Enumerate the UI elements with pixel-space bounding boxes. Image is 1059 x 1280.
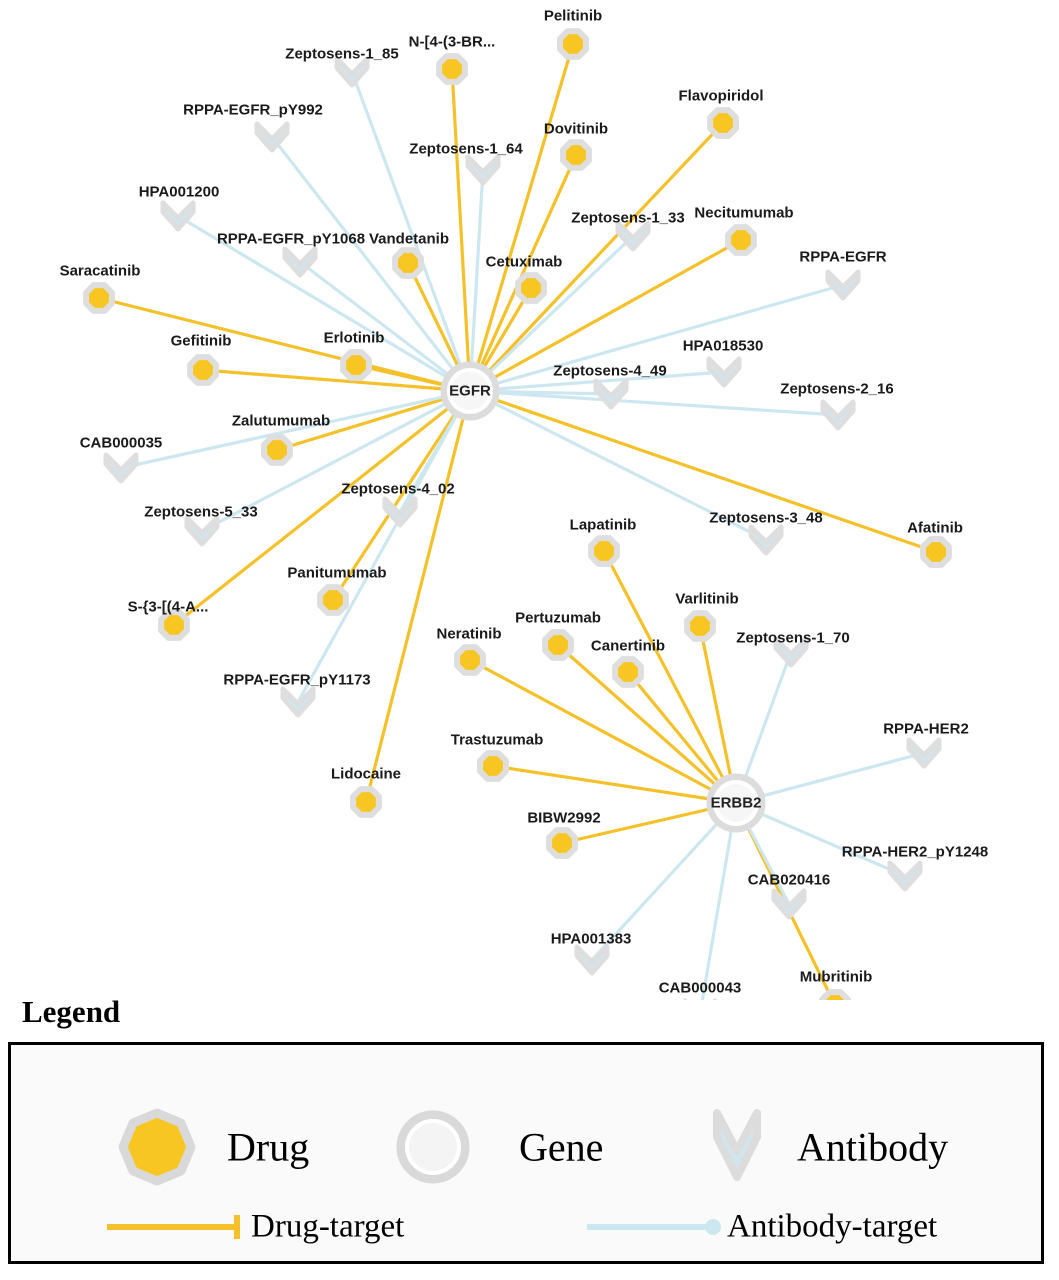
antibody-node[interactable]: [337, 59, 367, 85]
legend-drug-target-edge: [107, 1215, 239, 1239]
antibody-node-label: RPPA-EGFR_pY1173: [223, 671, 371, 689]
antibody-node[interactable]: [890, 863, 920, 889]
antibody-node-label: CAB000035: [79, 434, 163, 452]
drug-node[interactable]: [923, 539, 949, 565]
drug-node-label: Lapatinib: [569, 516, 637, 534]
legend-gene-icon: [401, 1115, 465, 1179]
legend-label-antibody: Antibody: [797, 1124, 949, 1170]
drug-node-label: N-[4-(3-BR...: [408, 33, 496, 51]
drug-node[interactable]: [395, 250, 421, 276]
antibody-node[interactable]: [776, 639, 806, 665]
legend-box: [8, 1042, 1044, 1264]
drug-node-label: Necitumumab: [694, 204, 794, 222]
antibody-node[interactable]: [909, 740, 939, 766]
drug-node-label: S-{3-[(4-A...: [127, 598, 209, 616]
drug-node[interactable]: [687, 613, 713, 639]
drug-node[interactable]: [86, 285, 112, 311]
drug-target-edge: [470, 120, 723, 391]
drug-node-label: Vandetanib: [368, 230, 450, 248]
antibody-node-label: CAB000043: [658, 979, 742, 997]
drug-node[interactable]: [710, 110, 736, 136]
antibody-node[interactable]: [823, 402, 853, 428]
antibody-node-label: Zeptosens-1_85: [285, 45, 399, 63]
antibody-node-label: RPPA-EGFR: [799, 248, 887, 266]
legend-drug-icon: [123, 1113, 191, 1181]
drug-node-label: Dovitinib: [543, 120, 609, 138]
antibody-node-label: Zeptosens-1_70: [736, 629, 850, 647]
antibody-node-label: CAB020416: [747, 871, 831, 889]
drug-target-edge: [470, 155, 576, 391]
antibody-node[interactable]: [709, 359, 739, 385]
antibody-node[interactable]: [751, 527, 781, 553]
drug-node-label: Gefitinib: [170, 332, 232, 350]
antibody-node-label: Zeptosens-5_33: [144, 503, 258, 521]
legend-label-drug-target: Drug-target: [251, 1208, 405, 1245]
antibody-target-edge: [352, 72, 470, 391]
drug-node-label: Saracatinib: [59, 262, 141, 280]
antibody-target-edge: [470, 391, 766, 540]
gene-node-label: EGFR: [449, 382, 491, 400]
antibody-node-label: Zeptosens-1_64: [409, 140, 523, 158]
antibody-node[interactable]: [468, 157, 498, 183]
legend-label-drug: Drug: [227, 1124, 310, 1170]
drug-node[interactable]: [480, 753, 506, 779]
antibody-node[interactable]: [187, 518, 217, 544]
node-layer: [86, 31, 949, 1000]
antibody-node[interactable]: [774, 891, 804, 917]
drug-node[interactable]: [591, 538, 617, 564]
drug-node-label: Pertuzumab: [515, 609, 601, 627]
drug-node[interactable]: [545, 632, 571, 658]
antibody-node-label: RPPA-EGFR_pY1068: [216, 230, 366, 248]
drug-target-edge: [366, 391, 470, 802]
drug-node-label: Afatinib: [907, 519, 963, 537]
legend-title: Legend: [22, 994, 121, 1029]
drug-target-edge: [470, 44, 573, 391]
drug-node[interactable]: [264, 437, 290, 463]
antibody-node-label: Zeptosens-1_33: [571, 209, 685, 227]
drug-node-label: Neratinib: [436, 625, 502, 643]
antibody-node-label: Zeptosens-3_48: [709, 509, 823, 527]
antibody-target-edge: [700, 803, 736, 1000]
drug-target-edge: [452, 69, 470, 391]
antibody-node-label: HPA018530: [682, 337, 764, 355]
drug-node[interactable]: [549, 830, 575, 856]
legend-antibody-target-edge: [587, 1219, 721, 1235]
drug-node-label: Zalutumumab: [231, 412, 331, 430]
drug-node[interactable]: [439, 56, 465, 82]
drug-node-label: Lidocaine: [330, 765, 402, 783]
drug-node-label: Canertinib: [590, 637, 666, 655]
drug-node[interactable]: [161, 612, 187, 638]
antibody-node-label: Zeptosens-4_49: [553, 362, 667, 380]
antibody-node[interactable]: [163, 203, 193, 229]
legend-label-gene: Gene: [519, 1124, 604, 1170]
antibody-node[interactable]: [596, 381, 626, 407]
drug-node[interactable]: [343, 352, 369, 378]
drug-node[interactable]: [320, 587, 346, 613]
drug-node[interactable]: [518, 275, 544, 301]
drug-node[interactable]: [457, 647, 483, 673]
antibody-node-label: Zeptosens-2_16: [780, 380, 894, 398]
antibody-target-edge: [121, 391, 470, 468]
drug-target-edge: [470, 391, 936, 552]
drug-node[interactable]: [190, 357, 216, 383]
antibody-node[interactable]: [283, 689, 313, 715]
antibody-node-label: HPA001383: [550, 930, 632, 948]
antibody-node-label: Zeptosens-4_02: [341, 480, 455, 498]
gene-node-label: ERBB2: [710, 794, 762, 812]
drug-node-label: Panitumumab: [287, 564, 387, 582]
antibody-node[interactable]: [828, 272, 858, 298]
drug-node-label: Erlotinib: [323, 329, 385, 347]
drug-node[interactable]: [822, 992, 848, 1000]
antibody-node-label: RPPA-HER2: [883, 720, 969, 738]
drug-target-edge: [333, 391, 470, 600]
edge-layer: [99, 44, 936, 1000]
drug-node-label: Mubritinib: [799, 968, 873, 986]
drug-node-label: Flavopiridol: [678, 87, 764, 105]
drug-node-label: Cetuximab: [485, 253, 563, 271]
drug-node[interactable]: [728, 227, 754, 253]
antibody-node[interactable]: [385, 499, 415, 525]
legend-label-antibody-target: Antibody-target: [727, 1208, 938, 1245]
drug-node[interactable]: [563, 142, 589, 168]
drug-node[interactable]: [560, 31, 586, 57]
antibody-node-label: HPA001200: [138, 183, 220, 201]
antibody-node-label: RPPA-EGFR_pY992: [183, 101, 323, 119]
drug-node-label: Varlitinib: [675, 590, 739, 608]
antibody-node[interactable]: [577, 947, 607, 973]
antibody-node-label: RPPA-HER2_pY1248: [841, 843, 989, 861]
legend-antibody-icon: [717, 1113, 757, 1177]
drug-node[interactable]: [615, 659, 641, 685]
antibody-node[interactable]: [106, 455, 136, 481]
drug-node-label: BIBW2992: [527, 809, 601, 827]
drug-node-label: Pelitinib: [543, 7, 603, 25]
drug-node[interactable]: [353, 789, 379, 815]
drug-node-label: Trastuzumab: [450, 731, 544, 749]
antibody-node[interactable]: [257, 124, 287, 150]
